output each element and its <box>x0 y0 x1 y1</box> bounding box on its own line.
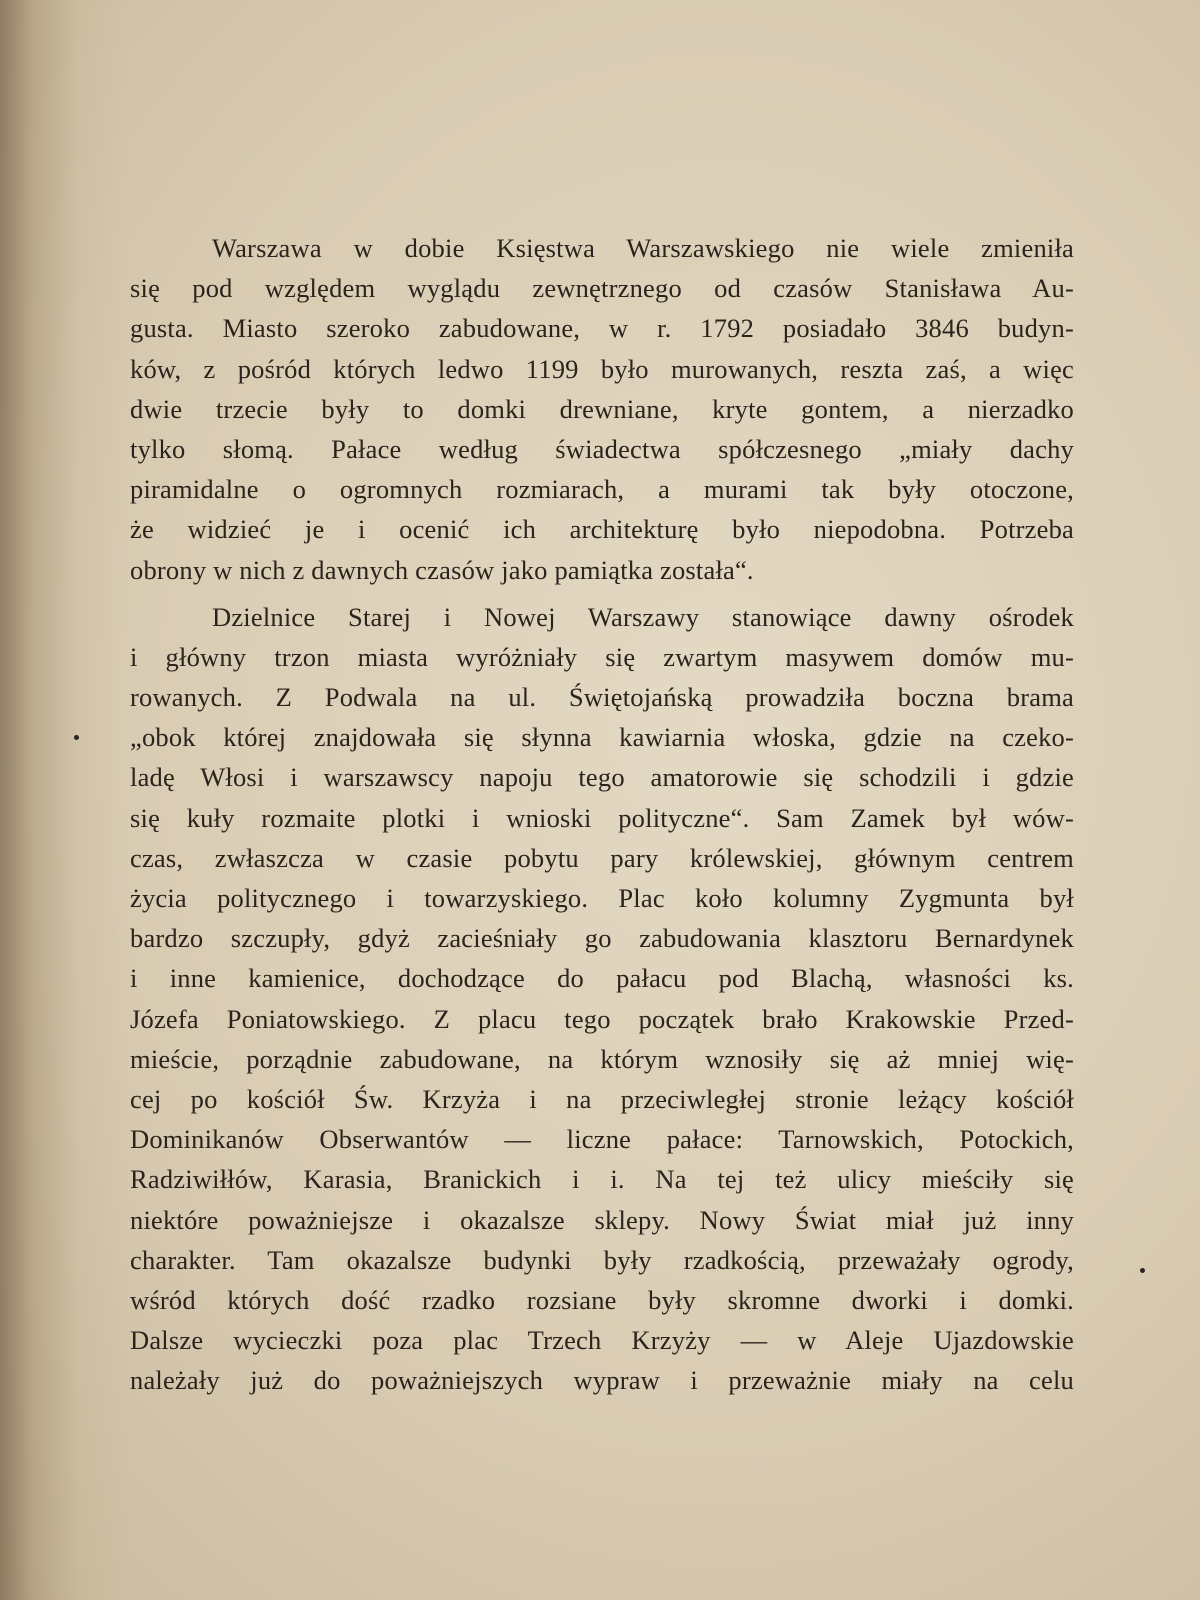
text-line: tylko słomą. Pałace według świadectwa spółczesnego „miały dachy <box>130 433 1074 464</box>
text-line: należały już do poważniejszych wypraw i przeważnie miały na celu <box>130 1365 1074 1396</box>
text-line: cej po kościół Św. Krzyża i na przeciwległej stronie leżący kościół <box>130 1083 1074 1114</box>
paragraph-2 <box>130 597 1074 1401</box>
text-line: „obok której znajdowała się słynna kawiarnia włoska, gdzie na czeko- <box>130 722 1074 753</box>
ink-speck <box>74 735 79 740</box>
text-line: gusta. Miasto szeroko zabudowane, w r. 1792 posiadało 3846 budyn- <box>130 313 1074 344</box>
paragraph-1 <box>130 228 1074 590</box>
text-line: mieście, porządnie zabudowane, na którym wznosiły się aż mniej wię- <box>130 1043 1074 1074</box>
text-line: Józefa Poniatowskiego. Z placu tego początek brało Krakowskie Przed- <box>130 1003 1074 1034</box>
text-line: Radziwiłłów, Karasia, Branickich i i. Na tej też ulicy mieściły się <box>130 1164 1074 1195</box>
text-line: ków, z pośród których ledwo 1199 było murowanych, reszta zaś, a więc <box>130 353 1074 384</box>
text-line: Dominikanów Obserwantów — liczne pałace: Tarnowskich, Potockich, <box>130 1124 1074 1155</box>
text-line: obrony w nich z dawnych czasów jako pamiątka została“. <box>130 554 754 585</box>
text-line: i inne kamienice, dochodzące do pałacu pod Blachą, własności ks. <box>130 963 1074 994</box>
text-line: bardzo szczupły, gdyż zacieśniały go zabudowania klasztoru Bernardynek <box>130 923 1074 954</box>
text-line: że widzieć je i ocenić ich architekturę było niepodobna. Potrzeba <box>130 514 1074 545</box>
text-line: i główny trzon miasta wyróżniały się zwartym masywem domów mu- <box>130 641 1074 672</box>
text-line: niektóre poważniejsze i okazalsze sklepy. Nowy Świat miał już inny <box>130 1204 1074 1235</box>
text-line: rowanych. Z Podwala na ul. Świętojańską prowadziła boczna brama <box>130 682 1074 713</box>
text-line: Dzielnice Starej i Nowej Warszawy stanowiące dawny ośrodek <box>212 601 1074 632</box>
ink-speck <box>1140 1268 1145 1273</box>
page-binding-shadow <box>0 0 130 1600</box>
text-line: ladę Włosi i warszawscy napoju tego amatorowie się schodzili i gdzie <box>130 762 1074 793</box>
text-line: się kuły rozmaite plotki i wnioski polityczne“. Sam Zamek był wów- <box>130 802 1074 833</box>
text-line: charakter. Tam okazalsze budynki były rzadkością, przeważały ogrody, <box>130 1244 1074 1275</box>
text-line: dwie trzecie były to domki drewniane, kryte gontem, a nierzadko <box>130 393 1074 424</box>
text-line: czas, zwłaszcza w czasie pobytu pary królewskiej, głównym centrem <box>130 842 1074 873</box>
text-line: Warszawa w dobie Księstwa Warszawskiego nie wiele zmieniła <box>212 233 1074 263</box>
text-line: wśród których dość rzadko rozsiane były skromne dworki i domki. <box>130 1284 1074 1315</box>
text-line: Dalsze wycieczki poza plac Trzech Krzyży — w Aleje Ujazdowskie <box>130 1325 1074 1356</box>
text-line: życia politycznego i towarzyskiego. Plac koło kolumny Zygmunta był <box>130 883 1074 913</box>
text-line: się pod względem wyglądu zewnętrznego od czasów Stanisława Au- <box>130 273 1074 304</box>
text-line: piramidalne o ogromnych rozmiarach, a murami tak były otoczone, <box>130 474 1074 505</box>
body-text <box>130 228 1074 1400</box>
